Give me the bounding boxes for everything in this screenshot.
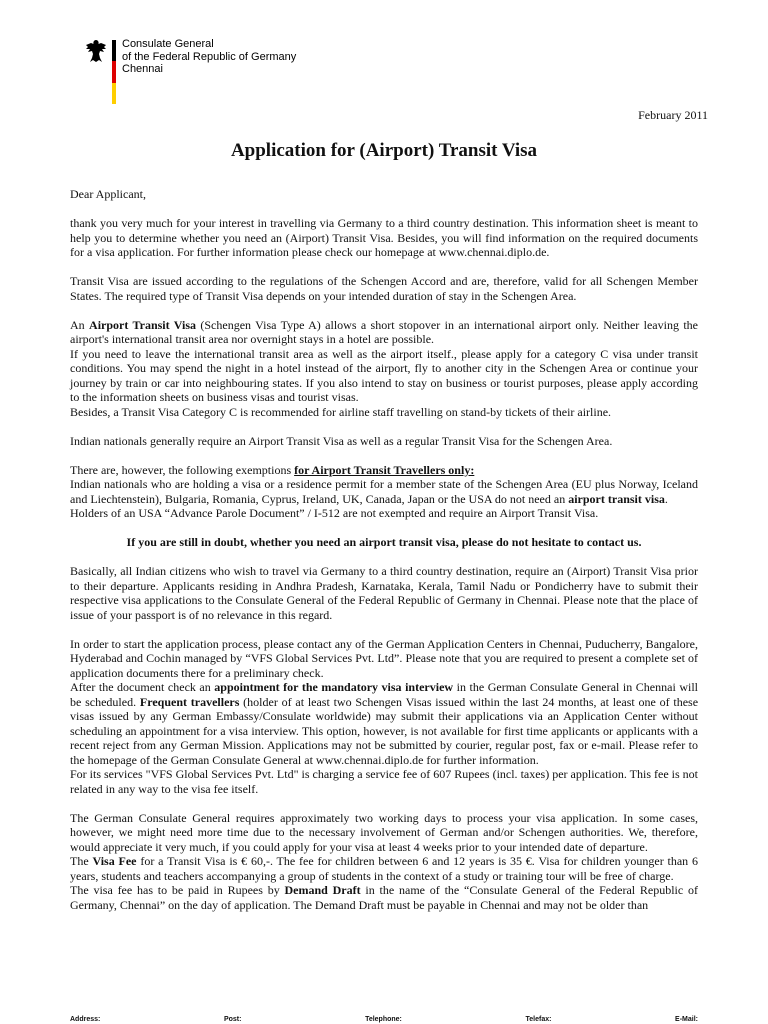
footer-address-label: Address:: [70, 1016, 101, 1023]
paragraph-demand-draft: The visa fee has to be paid in Rupees by Demand Draft in the name of the “Consulate General of the Federal Republic of Germany, Chennai” on the day of application. The Demand Draft must be payable in Chennai and may not be older than: [70, 883, 699, 912]
paragraph-exemptions: There are, however, the following exemptions for Airport Transit Travellers only:: [70, 462, 475, 477]
paragraph-airport-transit-visa: An Airport Transit Visa (Schengen Visa Type A) allows a short stopover in an international airport only. Neither leaving the airport's international transit area nor overnight stays in a hotel are possible.: [70, 317, 698, 346]
consulate-name: [122, 38, 342, 76]
flag-stripe-red: [112, 61, 116, 82]
flag-stripe-black: [112, 40, 116, 61]
footer-email-label: E-Mail:: [675, 1016, 698, 1023]
paragraph-indian-nationals: Indian nationals generally require an Airport Transit Visa as well as a regular Transit Visa for the Schengen Area.: [70, 433, 613, 448]
paragraph-jurisdiction: Basically, all Indian citizens who wish to travel via Germany to a third country destination, require an (Airport) Transit Visa prior to their departure. Applicants residing in Andhra Pradesh, Karnataka, Kerala, Tamil Nadu or Pondicherry have to submit their respective visa applications to the Consulate General of the Federal Republic of Germany in Chennai. Please note that the place of issue of your passport is of no relevance in this regard.: [70, 564, 698, 622]
paragraph-airline-staff: Besides, a Transit Visa Category C is recommended for airline staff travelling on stand-by tickets of their airline.: [70, 404, 612, 419]
paragraph-appointment: After the document check an appointment for the mandatory visa interview in the German Consulate General in Chennai will be scheduled. Frequent travellers (holder of at least two Schengen Visas issued within the last 24 months, at least one of these visas issued by any German Embassy/Consulate worldwide) may submit their applications via an Application Center without scheduling an appointment for a visa interview. This option, however, is not available for first time applicants or applicants with a recent reject from any German Mission. Applications may not be submitted by courier, regular post, fax or e-mail. Please refer to the homepage of the German Consulate General at www.chennai.diplo.de for further information.: [70, 680, 699, 767]
consulate-line-3: Chennai: [122, 63, 163, 75]
paragraph-service-fee: For its services "VFS Global Services Pvt. Ltd" is charging a service fee of 607 Rupees (incl. taxes) per application. This fee is not related in any way to the visa fee itself.: [70, 767, 698, 796]
paragraph-processing-time: The German Consulate General requires approximately two working days to process your visa application. In some cases, however, we might need more time due to the necessary involvement of German and/or Schengen authorities. We, therefore, would appreciate it very much, if you could apply for your visa at least 4 weeks prior to your intended date of departure.: [70, 810, 698, 854]
paragraph-application-centers: In order to start the application process, please contact any of the German Application Centers in Chennai, Puducherry, Bangalore, Hyderabad and Cochin managed by “VFS Global Services Pvt. Ltd”. Please note that you are required to present a complete set of application documents there for a preliminary check.: [70, 636, 698, 680]
paragraph-category-c: If you need to leave the international transit area as well as the airport itself., please apply for a category C visa under transit conditions. You may spend the night in a hotel instead of the airport, fly to another city in the Schengen Area or continue your journey by train or car into neighbouring states. If you also intend to stay on business or tourist purposes, please apply according to the information sheets on business visas and tourist visas.: [70, 346, 698, 404]
federal-eagle-icon: [84, 38, 108, 64]
german-flag-bar: [112, 40, 116, 104]
paragraph-advance-parole: Holders of an USA “Advance Parole Document” / I-512 are not exempted and require an Airport Transit Visa.: [70, 506, 599, 520]
paragraph-intro: thank you very much for your interest in travelling via Germany to a third country destination. This information sheet is meant to help you to determine whether you need an (Airport) Transit Visa. Besides, you will find information on the required documents for a visa application. For further information please check our homepage at www.chennai.diplo.de.: [70, 216, 698, 259]
footer-contact-bar: [70, 1016, 698, 1023]
salutation: Dear Applicant,: [70, 187, 146, 201]
document-date: February 2011: [638, 108, 708, 122]
paragraph-schengen: Transit Visa are issued according to the regulations of the Schengen Accord and are, therefore, valid for all Schengen Member States. The required type of Transit Visa depends on your intended duration of stay in the Schengen Area.: [70, 274, 698, 303]
flag-stripe-gold: [112, 83, 116, 104]
paragraph-exempted-holders: Indian nationals who are holding a visa or a residence permit for a member state of the Schengen Area (EU plus Norway, Iceland and Liechtenstein), Bulgaria, Romania, Cyprus, Ireland, UK, Canada, Japan or the USA do not need an airport transit visa.: [70, 477, 698, 506]
paragraph-contact-us: If you are still in doubt, whether you need an airport transit visa, please do not hesitate to contact us.: [126, 535, 642, 549]
consulate-line-1: Consulate General: [122, 38, 214, 50]
footer-telephone-label: Telephone:: [365, 1016, 402, 1023]
footer-telefax-label: Telefax:: [525, 1016, 552, 1023]
consulate-line-2: of the Federal Republic of Germany: [122, 50, 297, 63]
document-title: Application for (Airport) Transit Visa: [230, 140, 538, 161]
paragraph-visa-fee: The Visa Fee for a Transit Visa is € 60,-. The fee for children between 6 and 12 years is 35 €. Visa for children younger than 6 years, students and teachers accompanying a group of students in the context of a study or training tour will be free of charge.: [70, 854, 699, 883]
document-body: [70, 187, 698, 912]
footer-post-label: Post:: [223, 1016, 242, 1023]
